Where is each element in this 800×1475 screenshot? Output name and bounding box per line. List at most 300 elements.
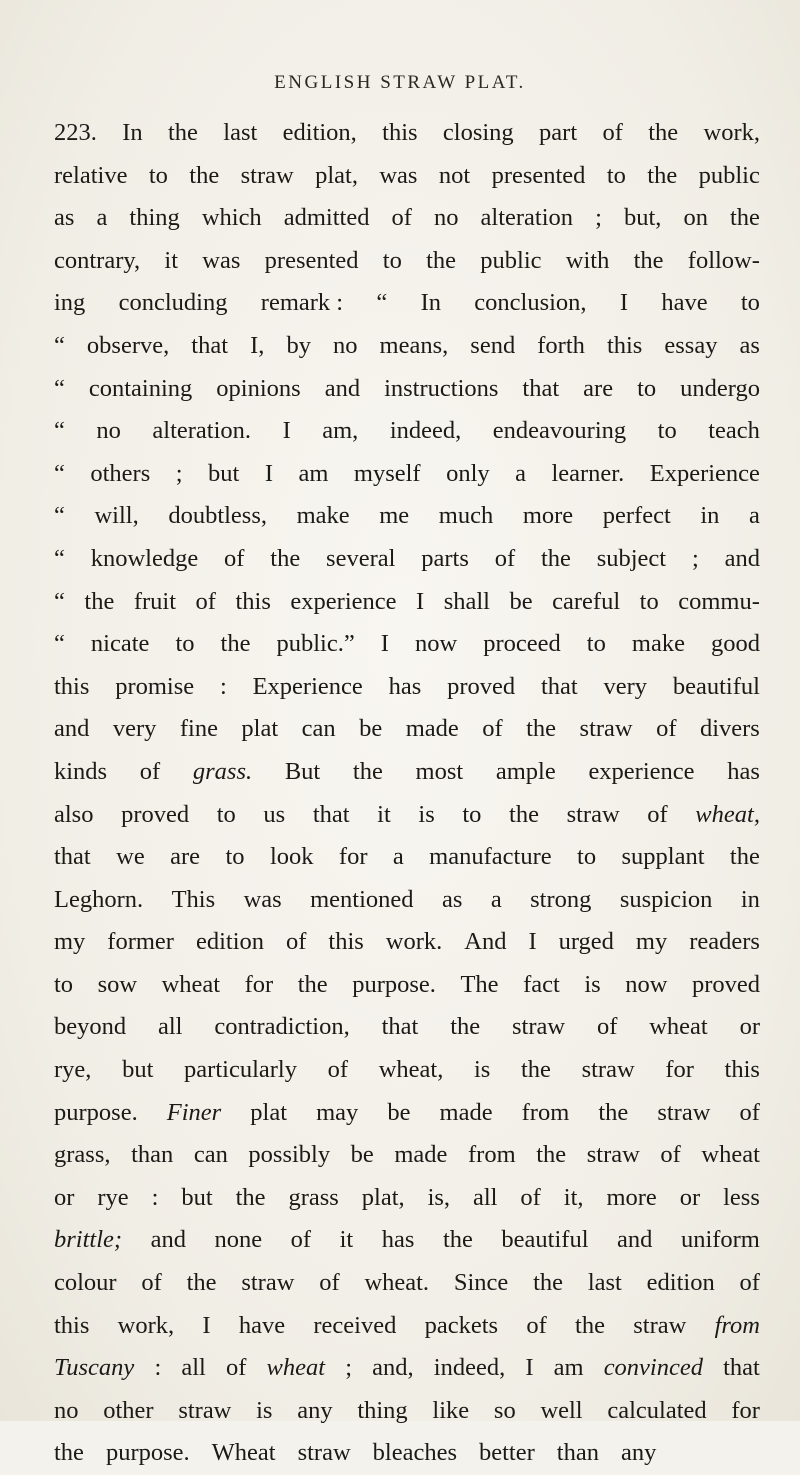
word: this <box>606 331 643 359</box>
word: instructions <box>384 374 499 402</box>
word: can <box>193 1141 228 1169</box>
word: I <box>202 1311 211 1339</box>
word: “ <box>54 374 65 402</box>
word: ; <box>691 544 699 572</box>
word: other <box>103 1396 154 1424</box>
word: work, <box>703 119 760 146</box>
word: alteration. <box>152 417 252 445</box>
word: I <box>264 459 273 487</box>
word: more <box>606 1183 657 1211</box>
text-line <box>54 197 760 240</box>
word: from <box>521 1098 570 1126</box>
word: plat <box>241 715 279 743</box>
word: : <box>154 1354 162 1382</box>
word: “ <box>54 544 65 572</box>
word: but, <box>623 204 662 232</box>
word: teach <box>708 417 760 445</box>
word: very <box>603 672 648 700</box>
word: calculated <box>607 1396 707 1424</box>
text-line <box>54 1390 760 1433</box>
word: are <box>170 843 201 871</box>
word: straw <box>178 1396 232 1424</box>
word: knowledge <box>90 544 199 572</box>
word: possibly <box>248 1141 331 1169</box>
word: made <box>405 715 459 743</box>
word: the <box>526 715 557 743</box>
word: to <box>382 246 402 274</box>
word: will, <box>94 502 139 530</box>
text-line <box>54 155 760 198</box>
word: ample <box>495 757 556 785</box>
word: this <box>382 119 418 146</box>
word: alteration <box>480 204 574 232</box>
word: essay <box>664 331 718 359</box>
word: to <box>586 630 606 658</box>
word: look <box>269 843 314 871</box>
text-line <box>54 325 760 368</box>
word: to <box>657 417 677 445</box>
word: part <box>539 119 578 146</box>
word: wheat <box>701 1141 760 1169</box>
text-line <box>54 879 760 922</box>
word: and, <box>372 1354 414 1382</box>
word: Finer <box>166 1098 222 1126</box>
word: presented <box>264 246 359 274</box>
word: of <box>391 204 412 232</box>
word: for <box>244 970 274 998</box>
word: no <box>433 204 459 232</box>
word: a <box>749 502 760 530</box>
word: supplant <box>621 843 705 871</box>
word: the <box>520 1056 551 1084</box>
word: convinced <box>603 1354 703 1382</box>
word: most <box>415 757 464 785</box>
word: promise <box>115 672 195 700</box>
word: fact <box>523 970 560 998</box>
word: edition <box>646 1269 715 1297</box>
word: is <box>418 800 435 828</box>
word: And <box>464 928 507 956</box>
word: like <box>432 1396 470 1424</box>
word: the <box>648 119 679 146</box>
word: or <box>54 1183 75 1211</box>
word: of <box>290 1226 312 1254</box>
word: all <box>181 1354 206 1382</box>
word: the <box>729 204 760 232</box>
text-line <box>54 112 760 155</box>
word: was <box>243 885 282 913</box>
word: I <box>380 630 389 658</box>
word: parts <box>421 544 469 572</box>
word: it, <box>563 1183 584 1211</box>
text-line <box>54 1134 760 1177</box>
word: my <box>635 928 668 956</box>
word: Experience <box>252 672 363 700</box>
word: remark : <box>260 289 344 317</box>
word: this <box>54 672 90 700</box>
word: now <box>414 630 458 658</box>
word: that <box>191 331 229 359</box>
word: purpose. <box>54 1098 138 1126</box>
word: straw <box>579 715 633 743</box>
word: to <box>216 800 236 828</box>
word: manufacture <box>429 843 552 871</box>
word: “ <box>54 331 65 359</box>
word: that <box>381 1013 419 1041</box>
word: to <box>606 161 626 189</box>
word: shall <box>443 587 490 615</box>
word: thing <box>129 204 180 232</box>
word: “ <box>54 459 65 487</box>
word: and <box>324 374 361 402</box>
word: 223. <box>54 119 97 146</box>
text-line <box>54 751 760 794</box>
text-line <box>54 1049 760 1092</box>
text-line <box>54 538 760 581</box>
word: straw <box>566 800 620 828</box>
word: any <box>620 1439 657 1467</box>
word: brittle; <box>54 1226 123 1254</box>
word: careful <box>552 587 621 615</box>
word: proved <box>691 970 760 998</box>
word: but <box>122 1056 154 1084</box>
word: that <box>723 1354 760 1382</box>
word: to <box>462 800 482 828</box>
word: I, <box>250 331 265 359</box>
word: purpose. <box>352 970 436 998</box>
word: In <box>122 119 143 146</box>
word: it <box>377 800 391 828</box>
word: Since <box>453 1269 509 1297</box>
word: the <box>633 246 664 274</box>
word: grass, <box>54 1141 111 1169</box>
word: plat, <box>361 1183 405 1211</box>
word: that <box>54 843 91 871</box>
word: “ <box>54 417 65 445</box>
word: no <box>96 417 121 445</box>
word: the <box>450 1013 481 1041</box>
word: of <box>739 1269 760 1297</box>
word: concluding <box>118 289 228 317</box>
word: am, <box>322 417 359 445</box>
text-line <box>54 1219 760 1262</box>
word: beautiful <box>501 1226 589 1254</box>
word: more <box>522 502 574 530</box>
word: I <box>525 1354 534 1382</box>
text-line <box>54 1432 760 1475</box>
word: of <box>656 715 677 743</box>
word: on <box>683 204 708 232</box>
word: us <box>263 800 286 828</box>
word: the <box>186 1269 217 1297</box>
word: “ <box>376 289 388 317</box>
word: it <box>339 1226 354 1254</box>
word: wheat, <box>695 800 760 828</box>
word: much <box>438 502 494 530</box>
word: of <box>494 544 516 572</box>
word: this <box>235 587 271 615</box>
word: and <box>617 1226 653 1254</box>
word: my <box>54 928 86 956</box>
word: a <box>96 204 108 232</box>
word: as <box>441 885 463 913</box>
word: but <box>181 1183 213 1211</box>
word: nicate <box>90 630 150 658</box>
text-line <box>54 368 760 411</box>
word: a <box>392 843 404 871</box>
word: beyond <box>54 1013 127 1041</box>
word: Wheat <box>211 1439 276 1467</box>
word: Leghorn. <box>54 885 144 913</box>
text-line <box>54 708 760 751</box>
word: better <box>479 1439 535 1467</box>
word: “ <box>54 630 65 658</box>
word: grass <box>288 1183 339 1211</box>
word: mentioned <box>310 885 414 913</box>
word: a <box>490 885 502 913</box>
word: straw <box>241 1269 295 1297</box>
word: have <box>238 1311 286 1339</box>
word: plat, <box>315 161 358 189</box>
word: the <box>540 544 571 572</box>
word: make <box>631 630 685 658</box>
word: proved <box>121 800 190 828</box>
word: several <box>326 544 396 572</box>
word: rye, <box>54 1056 92 1084</box>
word: we <box>116 843 145 871</box>
text-line <box>54 836 760 879</box>
word: indeed, <box>389 417 462 445</box>
word: only <box>446 459 490 487</box>
text-line <box>54 240 760 283</box>
text-line <box>54 1006 760 1049</box>
word: was <box>379 161 418 189</box>
text-line <box>54 1177 760 1220</box>
word: admitted <box>283 204 370 232</box>
word: the <box>509 800 539 828</box>
word: the <box>235 1183 266 1211</box>
word: of <box>285 928 307 956</box>
word: straw <box>633 1311 687 1339</box>
word: the <box>270 544 301 572</box>
word: which <box>201 204 262 232</box>
word: has <box>388 672 422 700</box>
word: is <box>473 1056 491 1084</box>
word: subject <box>596 544 667 572</box>
word: the <box>54 1439 84 1467</box>
word: the <box>167 119 198 146</box>
word: follow- <box>687 246 760 274</box>
word: is, <box>427 1183 451 1211</box>
word: or <box>679 1183 701 1211</box>
word: make <box>296 502 350 530</box>
word: urged <box>558 928 614 956</box>
word: purpose. <box>105 1439 190 1467</box>
word: send <box>470 331 516 359</box>
word: perfect <box>602 502 671 530</box>
word: to <box>54 970 74 998</box>
word: with <box>565 246 610 274</box>
word: that <box>312 800 350 828</box>
word: opinions <box>216 374 301 402</box>
word: none <box>214 1226 263 1254</box>
word: it <box>164 246 179 274</box>
word: straw <box>581 1056 635 1084</box>
word: of <box>141 1269 162 1297</box>
text-line <box>54 410 760 453</box>
word: colour <box>54 1269 117 1297</box>
word: of <box>739 1098 760 1126</box>
word: from <box>468 1141 516 1169</box>
word: Experience <box>649 459 760 487</box>
word: is <box>256 1396 273 1424</box>
word: the <box>189 161 220 189</box>
word: of <box>520 1183 541 1211</box>
word: may <box>316 1098 359 1126</box>
word: work. <box>385 928 443 956</box>
word: for <box>731 1396 760 1424</box>
word: I <box>619 289 629 317</box>
word: observe, <box>86 331 170 359</box>
word: wheat, <box>378 1056 444 1084</box>
word: all <box>157 1013 183 1041</box>
word: “ <box>54 502 65 530</box>
word: for <box>665 1056 694 1084</box>
word: : <box>219 672 227 700</box>
word: “ <box>54 587 65 615</box>
word: closing <box>442 119 514 146</box>
word: from <box>714 1311 760 1339</box>
word: particularly <box>184 1056 297 1084</box>
word: of <box>319 1269 340 1297</box>
word: I <box>282 417 291 445</box>
text-line <box>54 1092 760 1135</box>
word: be <box>509 587 533 615</box>
word: wheat <box>649 1013 708 1041</box>
word: the <box>536 1141 567 1169</box>
word: that <box>522 374 560 402</box>
word: this <box>54 1311 90 1339</box>
word: me <box>379 502 410 530</box>
word: others <box>90 459 151 487</box>
word: the <box>647 161 678 189</box>
word: as <box>54 204 75 232</box>
text-line <box>54 581 760 624</box>
word: or <box>739 1013 760 1041</box>
word: the <box>575 1311 605 1339</box>
word: But <box>284 757 321 785</box>
word: conclusion, <box>474 289 587 317</box>
word: fruit <box>133 587 177 615</box>
word: also <box>54 800 94 828</box>
word: than <box>556 1439 599 1467</box>
word: ; <box>345 1354 353 1382</box>
word: experience <box>290 587 397 615</box>
word: for <box>338 843 368 871</box>
word: all <box>472 1183 498 1211</box>
word: and <box>724 544 760 572</box>
word: received <box>313 1311 397 1339</box>
text-line <box>54 1347 760 1390</box>
word: public.” <box>276 630 355 658</box>
word: thing <box>357 1396 408 1424</box>
word: wheat. <box>364 1269 430 1297</box>
word: proceed <box>483 630 561 658</box>
word: wheat <box>266 1354 326 1382</box>
word: former <box>107 928 174 956</box>
word: good <box>710 630 760 658</box>
word: doubtless, <box>168 502 267 530</box>
word: no <box>54 1396 79 1424</box>
word: this <box>724 1056 760 1084</box>
word: have <box>661 289 708 317</box>
word: the <box>426 246 457 274</box>
text-line <box>54 964 760 1007</box>
word: to <box>740 289 760 317</box>
word: a <box>515 459 526 487</box>
word: straw <box>240 161 294 189</box>
word: proved <box>447 672 516 700</box>
word: experience <box>588 757 695 785</box>
word: be <box>387 1098 411 1126</box>
word: am <box>553 1354 584 1382</box>
word: than <box>131 1141 174 1169</box>
word: edition <box>195 928 264 956</box>
word: contradiction, <box>214 1013 350 1041</box>
word: is <box>584 970 601 998</box>
word: of <box>596 1013 618 1041</box>
word: straw <box>512 1013 566 1041</box>
word: well <box>540 1396 583 1424</box>
word: myself <box>353 459 421 487</box>
word: so <box>493 1396 516 1424</box>
word: straw <box>586 1141 640 1169</box>
word: edition, <box>282 119 357 146</box>
text-line <box>54 453 760 496</box>
word: the <box>598 1098 629 1126</box>
word: made <box>439 1098 493 1126</box>
word: to <box>175 630 195 658</box>
word: the <box>442 1226 473 1254</box>
word: suspicion <box>619 885 713 913</box>
word: now <box>625 970 668 998</box>
word: and <box>54 715 90 743</box>
word: grass. <box>192 757 253 785</box>
text-line <box>54 666 760 709</box>
word: plat <box>250 1098 288 1126</box>
word: The <box>460 970 499 998</box>
word: to <box>225 843 245 871</box>
word: be <box>350 1141 374 1169</box>
word: no <box>332 331 358 359</box>
word: are <box>583 374 614 402</box>
word: kinds <box>54 757 108 785</box>
word: any <box>297 1396 333 1424</box>
word: public <box>480 246 542 274</box>
word: that <box>540 672 578 700</box>
word: but <box>208 459 240 487</box>
word: the <box>84 587 115 615</box>
word: means, <box>379 331 449 359</box>
word: endeavouring <box>492 417 627 445</box>
running-head: ENGLISH STRAW PLAT. <box>274 72 526 93</box>
word: relative <box>54 161 128 189</box>
word: has <box>727 757 760 785</box>
word: uniform <box>680 1226 760 1254</box>
word: strong <box>530 885 592 913</box>
word: the <box>220 630 251 658</box>
word: of <box>139 757 161 785</box>
